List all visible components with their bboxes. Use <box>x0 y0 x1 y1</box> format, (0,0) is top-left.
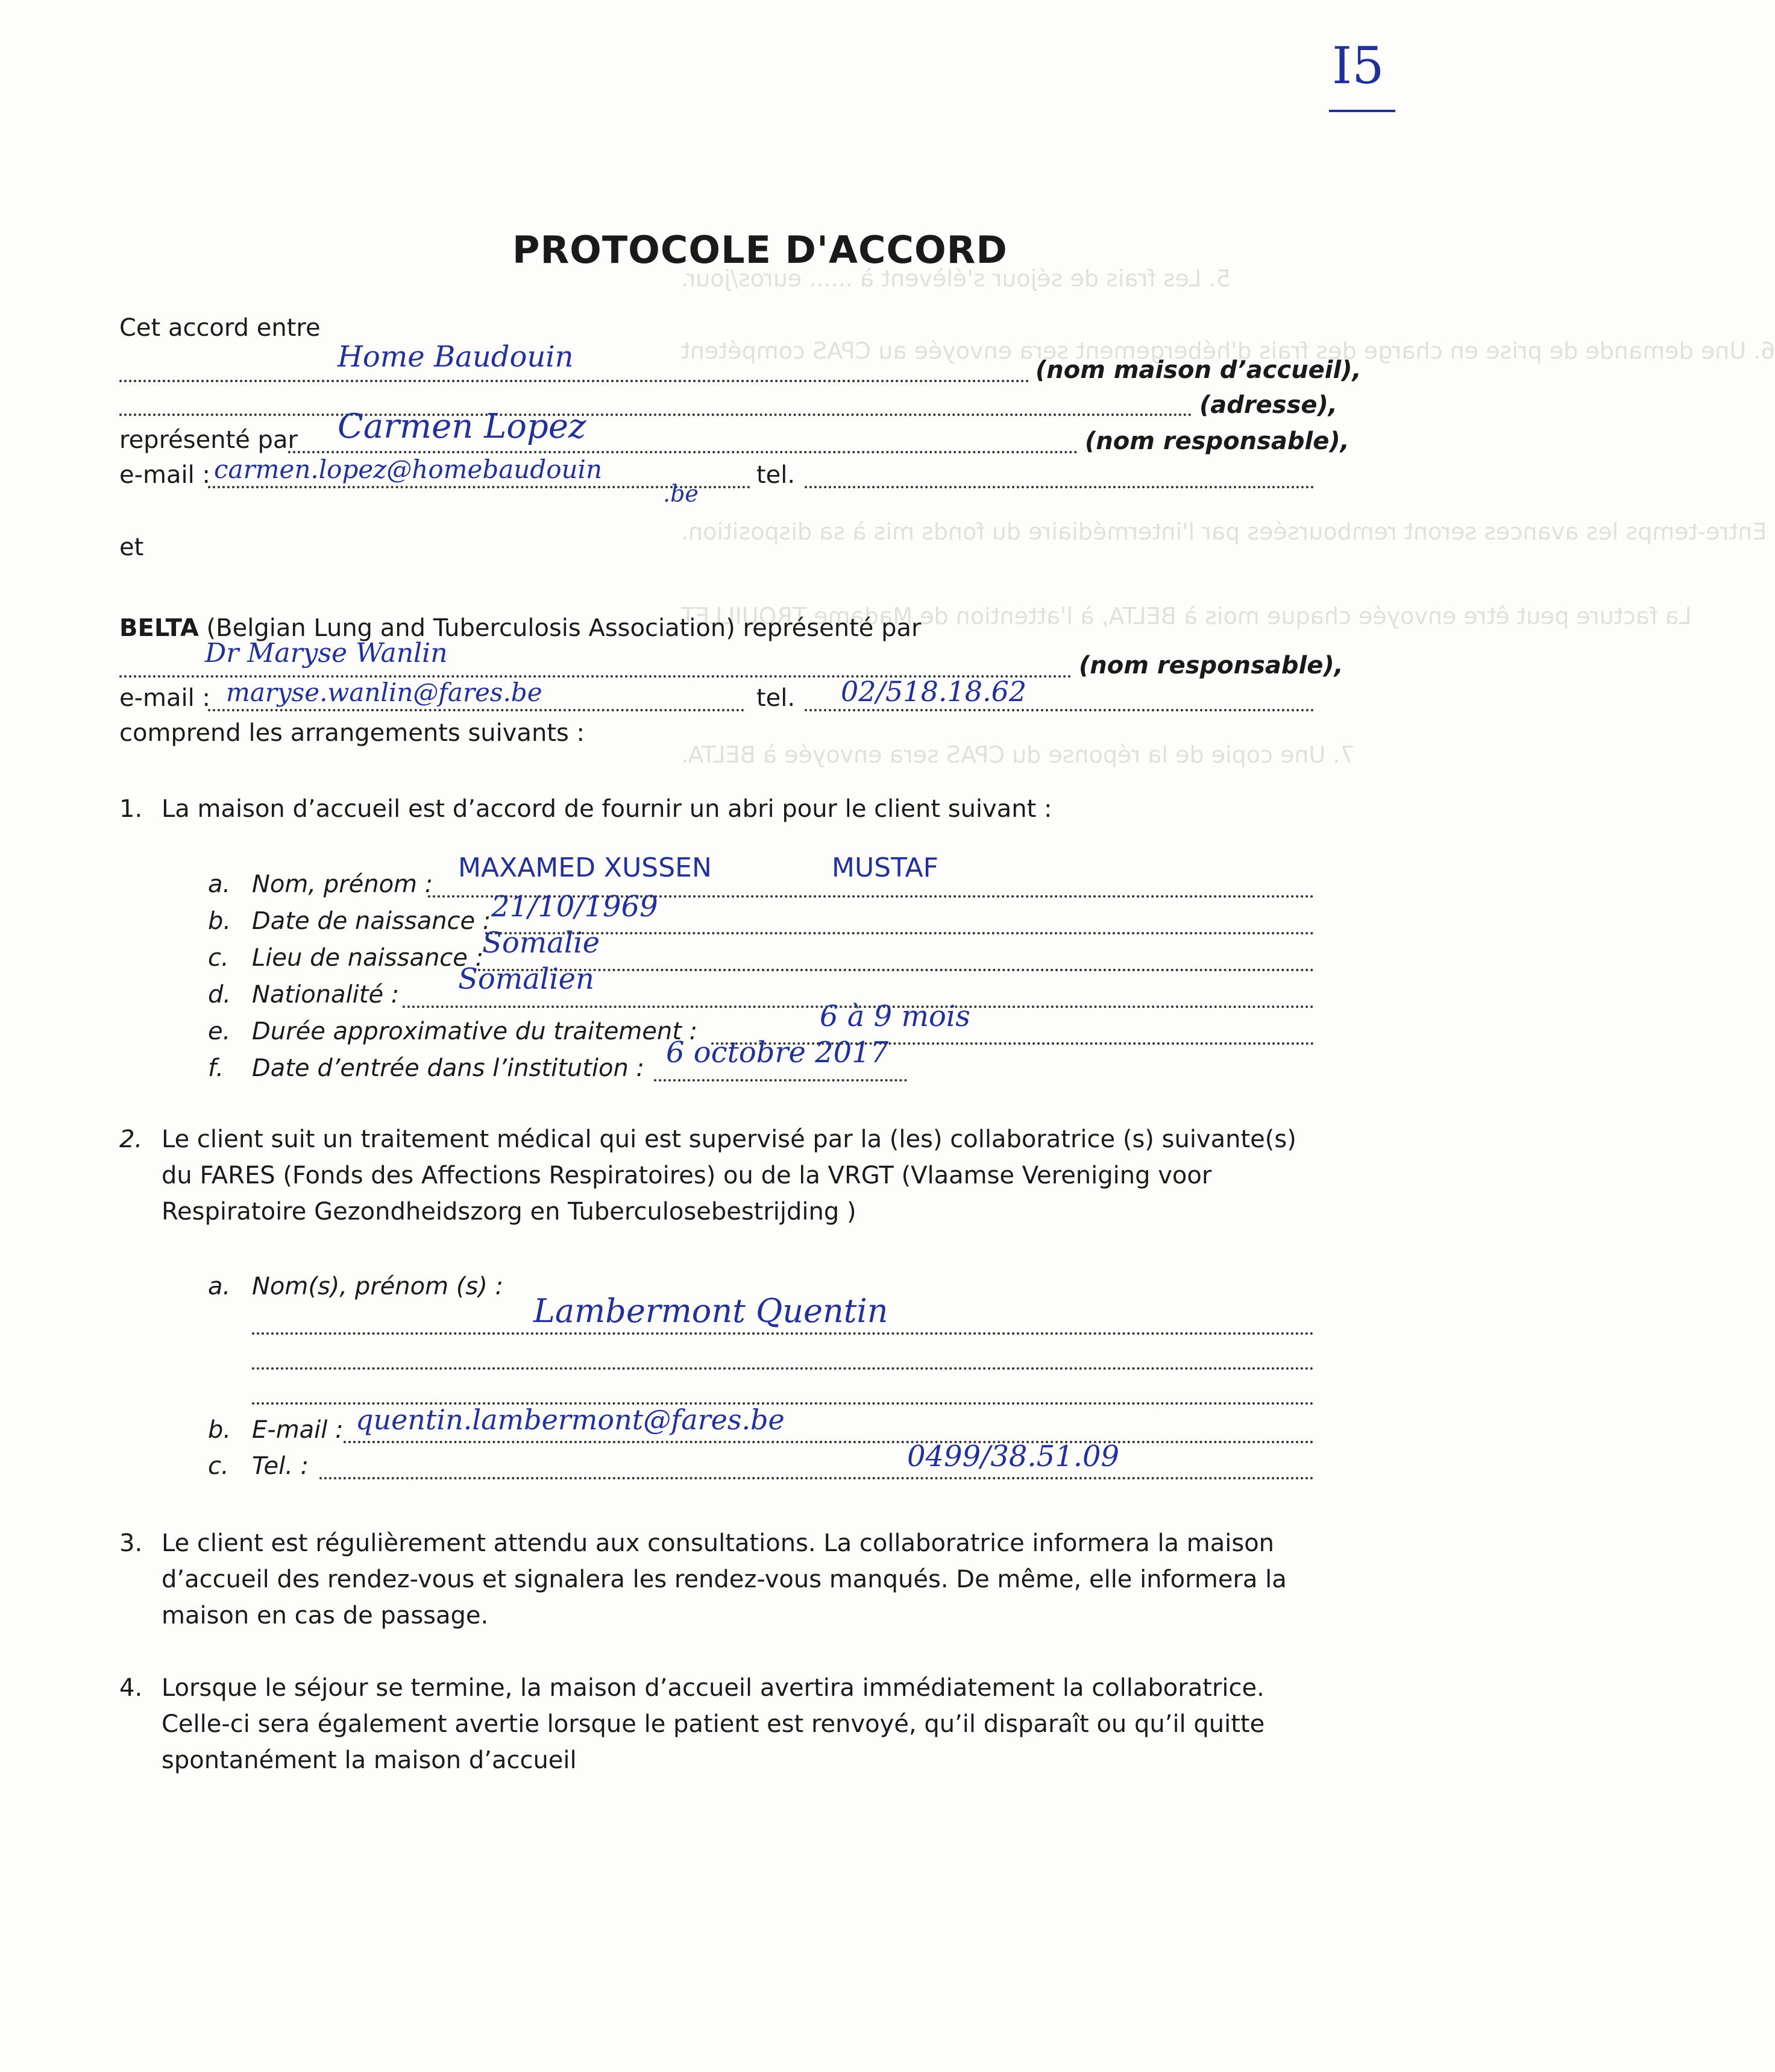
email-value: carmen.lopez@homebaudouin <box>214 455 603 484</box>
collab-tel-line <box>319 1477 1314 1479</box>
email-label: e-mail : <box>119 461 210 489</box>
belta-tel-line <box>805 709 1314 711</box>
collab-name-line <box>252 1332 1314 1335</box>
birth-date-value: 21/10/1969 <box>491 890 658 924</box>
show-through-line: La facture peut être envoyée chaque mois à BELTA, à l'attention de Madame TROUILLET <box>681 603 1692 629</box>
house-name-label: (nom maison d’accueil), <box>1035 356 1362 384</box>
section4-line: Lorsque le séjour se termine, la maison d’accueil avertira immédiatement la collaboratrice. <box>162 1674 1264 1702</box>
collab-name-label: Nom(s), prénom (s) : <box>252 1273 504 1300</box>
belta-responsible-value: Dr Maryse Wanlin <box>205 638 448 669</box>
item-letter: a. <box>208 871 231 898</box>
birth-place-value: Somalie <box>482 926 600 960</box>
belta-email-line <box>208 709 744 711</box>
section4-number: 4. <box>119 1674 143 1702</box>
tel-label: tel. <box>756 461 796 489</box>
section2-line: Respiratoire Gezondheidszorg en Tuberculosebestrijding ) <box>162 1198 856 1226</box>
entry-date-line <box>654 1079 907 1082</box>
client-name-value: MAXAMED XUSSEN <box>458 852 712 883</box>
page-title: PROTOCOLE D'ACCORD <box>512 228 1008 272</box>
belta-responsible-label: (nom responsable), <box>1079 652 1343 679</box>
duration-label: Durée approximative du traitement : <box>252 1018 698 1045</box>
item-letter: c. <box>208 1452 229 1480</box>
collab-email-label: E-mail : <box>252 1416 344 1444</box>
item-letter: e. <box>208 1018 231 1045</box>
section4-line: spontanément la maison d’accueil <box>162 1746 577 1774</box>
entry-date-label: Date d’entrée dans l’institution : <box>252 1054 645 1082</box>
birth-date-line <box>485 932 1314 934</box>
item-letter: d. <box>208 981 231 1009</box>
item-letter: b. <box>208 907 231 935</box>
collab-name-line-2 <box>252 1367 1314 1370</box>
section2-number: 2. <box>119 1126 143 1153</box>
section1-number: 1. <box>119 795 143 823</box>
belta-heading <box>119 616 921 640</box>
show-through-line: 5. Les frais de séjour s'élèvent à ...... euros/jour. <box>681 265 1231 292</box>
show-through-line: 6. Une demande de prise en charge des frais d'hébergement sera envoyée au CPAS compétent <box>681 338 1775 364</box>
address-label: (adresse), <box>1199 391 1337 419</box>
belta-tel-value: 02/518.18.62 <box>841 675 1027 708</box>
collab-email-line <box>344 1441 1314 1443</box>
section3-line: d’accueil des rendez-vous et signalera les rendez-vous manqués. De même, elle informera la <box>162 1566 1287 1593</box>
client-name-label: Nom, prénom : <box>252 871 433 898</box>
responsible-line <box>288 451 1078 453</box>
nationality-value: Somalien <box>458 962 594 996</box>
section1-text: La maison d’accueil est d’accord de fournir un abri pour le client suivant : <box>162 795 1052 823</box>
corner-mark-underline <box>1329 110 1395 112</box>
client-name-value-2: MUSTAF <box>832 852 938 883</box>
belta-desc: (Belgian Lung and Tuberculosis Association) représenté par <box>206 614 922 642</box>
house-name-line <box>119 380 1029 382</box>
show-through-line: Entre-temps les avances seront remboursées par l'intermédiaire du fonds mis à sa disposition. <box>681 518 1767 545</box>
section2-line: Le client suit un traitement médical qui est supervisé par la (les) collaboratrice (s) suivante(s) <box>162 1126 1296 1153</box>
nationality-label: Nationalité : <box>252 981 400 1009</box>
collab-email-value: quentin.lambermont@fares.be <box>356 1403 785 1436</box>
tel-line <box>805 486 1314 488</box>
section3-line: maison en cas de passage. <box>162 1602 489 1630</box>
arrangements-label: comprend les arrangements suivants : <box>119 719 585 747</box>
collab-name-value: Lambermont Quentin <box>533 1292 888 1330</box>
corner-mark: I5 <box>1332 36 1384 95</box>
and-label: et <box>119 534 144 561</box>
birth-place-line <box>473 969 1314 971</box>
belta-email-value: maryse.wanlin@fares.be <box>226 678 542 707</box>
item-letter: c. <box>208 944 229 972</box>
birth-place-label: Lieu de naissance : <box>252 944 484 972</box>
item-letter: b. <box>208 1416 231 1444</box>
collab-tel-value: 0499/38.51.09 <box>907 1440 1120 1473</box>
belta-email-label: e-mail : <box>119 684 210 712</box>
entry-date-value: 6 octobre 2017 <box>666 1036 889 1069</box>
show-through-line: 7. Une copie de la réponse du CPAS sera envoyée à BELTA. <box>681 742 1355 768</box>
item-letter: a. <box>208 1273 231 1300</box>
email-tld-value: .be <box>663 480 699 507</box>
intro-between: Cet accord entre <box>119 314 321 342</box>
section2-line: du FARES (Fonds des Affections Respiratoires) ou de la VRGT (Vlaamse Vereniging voor <box>162 1162 1212 1189</box>
birth-date-label: Date de naissance : <box>252 907 491 935</box>
responsible-value: Carmen Lopez <box>338 407 586 446</box>
section3-line: Le client est régulièrement attendu aux consultations. La collaboratrice informera la maison <box>162 1529 1275 1557</box>
collab-tel-label: Tel. : <box>252 1452 309 1480</box>
house-name-value: Home Baudouin <box>338 340 574 374</box>
address-line <box>119 414 1192 416</box>
duration-value: 6 à 9 mois <box>820 1000 970 1033</box>
responsible-label: (nom responsable), <box>1085 427 1349 455</box>
belta-tel-label: tel. <box>756 684 796 712</box>
section4-line: Celle-ci sera également avertie lorsque le patient est renvoyé, qu’il disparaît ou qu’il quitte <box>162 1710 1265 1738</box>
item-letter: f. <box>208 1054 224 1082</box>
represented-by-label: représenté par <box>119 426 298 454</box>
belta-name: BELTA <box>119 614 199 642</box>
section3-number: 3. <box>119 1529 143 1557</box>
